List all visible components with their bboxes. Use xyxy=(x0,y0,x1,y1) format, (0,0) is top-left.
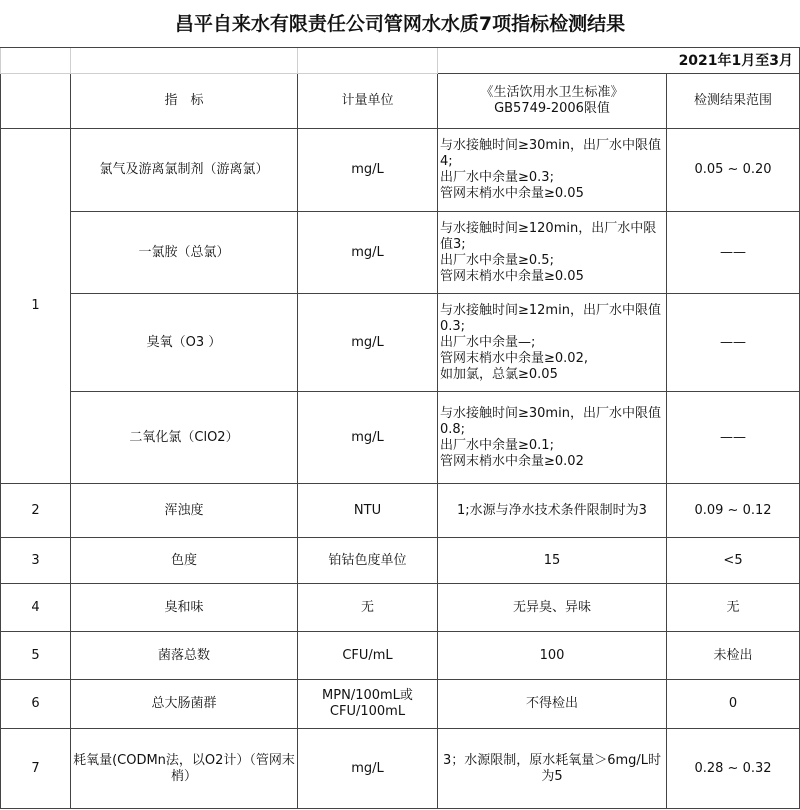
row-number: 4 xyxy=(1,584,71,632)
indicator-cell: 氯气及游离氯制剂（游离氯） xyxy=(71,129,298,212)
table-row xyxy=(1,632,800,680)
table-row xyxy=(1,129,800,212)
header-unit: 计量单位 xyxy=(298,74,438,129)
standard-cell xyxy=(438,294,667,392)
table-row xyxy=(1,538,800,584)
header-no xyxy=(1,74,71,129)
standard-line: 管网末梢水中余量≥0.02 xyxy=(440,453,584,469)
unit-cell: mg/L xyxy=(298,129,438,212)
standard-cell xyxy=(438,680,667,729)
unit-cell: mg/L xyxy=(298,392,438,484)
result-cell: <5 xyxy=(667,538,800,584)
standard-line: 出厂水中余量—; xyxy=(440,334,536,350)
indicator-cell: 臭和味 xyxy=(71,584,298,632)
indicator-cell: 一氯胺（总氯） xyxy=(71,212,298,294)
row-number: 3 xyxy=(1,538,71,584)
standard-line: 管网末梢水中余量≥0.05 xyxy=(440,186,584,201)
unit-cell: 铂钴色度单位 xyxy=(298,538,438,584)
indicator-cell: 耗氧量(CODMn法，以O2计）（管网末梢） xyxy=(71,729,298,809)
table-row xyxy=(1,294,800,392)
standard-cell xyxy=(438,212,667,294)
result-cell: 未检出 xyxy=(667,632,800,680)
result-cell: 0.05 ~ 0.20 xyxy=(667,129,800,212)
indicator-cell: 菌落总数 xyxy=(71,632,298,680)
standard-line: 出厂水中余量≥0.1; xyxy=(440,437,554,453)
standard-cell xyxy=(438,484,667,538)
indicator-cell: 总大肠菌群 xyxy=(71,680,298,729)
result-cell: 0 xyxy=(667,680,800,729)
unit-cell: 无 xyxy=(298,584,438,632)
standard-cell xyxy=(438,729,667,809)
result-cell: —— xyxy=(667,392,800,484)
header-standard-line2: GB5749-2006限值 xyxy=(494,101,610,116)
row-number: 1 xyxy=(1,129,71,484)
header-result: 检测结果范围 xyxy=(667,74,800,129)
table-row xyxy=(1,392,800,484)
result-cell: 0.28 ~ 0.32 xyxy=(667,729,800,809)
standard-line: 1;水源与净水技术条件限制时为3 xyxy=(457,502,647,518)
header-standard xyxy=(438,74,667,129)
title-row xyxy=(1,0,800,48)
header-standard-line1: 《生活饮用水卫生标准》 xyxy=(480,85,624,100)
standard-line: 与水接触时间≥30min，出厂水中限值0.8; xyxy=(440,405,661,437)
standard-line: 管网末梢水中余量≥0.02, xyxy=(440,350,588,366)
row-number: 2 xyxy=(1,484,71,538)
header-indicator: 指 标 xyxy=(71,74,298,129)
standard-line: 不得检出 xyxy=(525,696,578,711)
standard-line: 出厂水中余量≥0.3; xyxy=(440,170,554,185)
standard-line: 与水接触时间≥120min，出厂水中限值3; xyxy=(440,220,657,252)
table-row xyxy=(1,584,800,632)
result-cell: 无 xyxy=(667,584,800,632)
standard-line: 出厂水中余量≥0.5; xyxy=(440,252,554,268)
table-row xyxy=(1,212,800,294)
standard-cell xyxy=(438,584,667,632)
standard-cell xyxy=(438,392,667,484)
indicator-cell: 色度 xyxy=(71,538,298,584)
unit-cell: NTU xyxy=(298,484,438,538)
unit-cell: mg/L xyxy=(298,294,438,392)
indicator-cell: 二氧化氯（ClO2） xyxy=(71,392,298,484)
standard-line: 15 xyxy=(543,552,561,568)
period-label: 2021年1月至3月 xyxy=(438,48,800,74)
unit-cell: mg/L xyxy=(298,729,438,809)
standard-line: 如加氯，总氯≥0.05 xyxy=(440,366,558,382)
result-cell: —— xyxy=(667,294,800,392)
standard-line: 100 xyxy=(539,647,565,663)
standard-cell xyxy=(438,129,667,212)
standard-line: 与水接触时间≥12min，出厂水中限值0.3; xyxy=(440,302,661,334)
row-number: 5 xyxy=(1,632,71,680)
table-row xyxy=(1,680,800,729)
indicator-cell: 浑浊度 xyxy=(71,484,298,538)
result-cell: —— xyxy=(667,212,800,294)
indicator-cell: 臭氧（O3 ） xyxy=(71,294,298,392)
row-number: 6 xyxy=(1,680,71,729)
standard-line: 与水接触时间≥30min，出厂水中限值4; xyxy=(440,138,661,169)
standard-cell xyxy=(438,632,667,680)
table-row xyxy=(1,729,800,809)
standard-line: 管网末梢水中余量≥0.05 xyxy=(440,268,584,284)
row-number: 7 xyxy=(1,729,71,809)
unit-cell: MPN/100mL或CFU/100mL xyxy=(298,680,438,729)
period-row xyxy=(1,48,800,74)
standard-line: 无异臭、异味 xyxy=(512,599,591,615)
table-row xyxy=(1,484,800,538)
header-row xyxy=(1,74,800,129)
unit-cell: CFU/mL xyxy=(298,632,438,680)
table-title: 昌平自来水有限责任公司管网水水质7项指标检测结果 xyxy=(1,0,800,48)
result-cell: 0.09 ~ 0.12 xyxy=(667,484,800,538)
unit-cell: mg/L xyxy=(298,212,438,294)
standard-cell xyxy=(438,538,667,584)
standard-line: 3；水源限制，原水耗氧量＞6mg/L时为5 xyxy=(442,752,662,784)
